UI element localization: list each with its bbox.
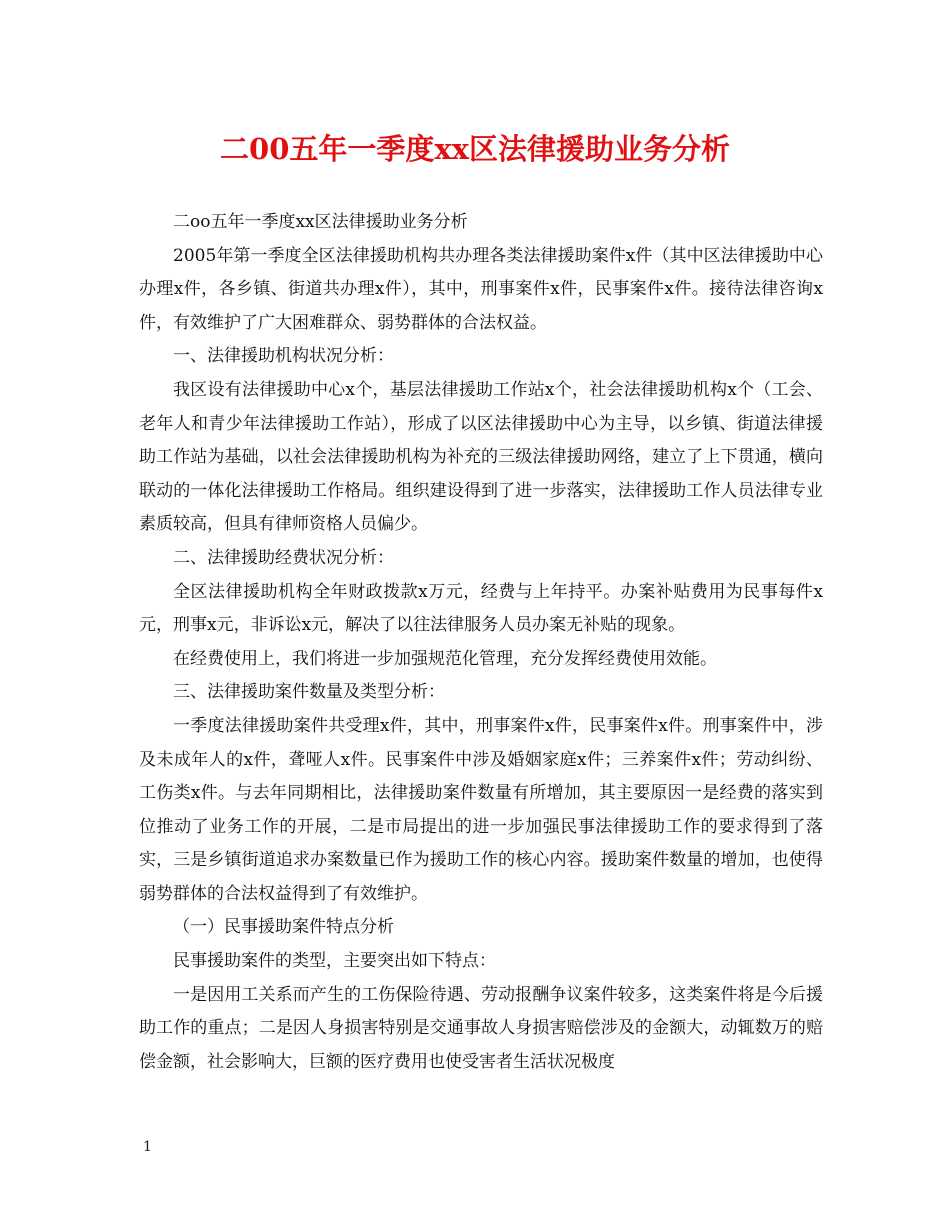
paragraph: 我区设有法律援助中心x个，基层法律援助工作站x个，社会法律援助机构x个（工会、老年人和青少年法律援助工作站），形成了以区法律援助中心为主导，以乡镇、街道法律援助工作站为基础，以社会法律援助机构为补充的三级法律援助网络，建立了上下贯通，横向联动的一体化法律援助工作格局。组织建设得到了进一步落实，法律援助工作人员法律专业素质较高，但具有律师资格人员偏少。 (139, 379, 823, 535)
paragraph: 2005年第一季度全区法律援助机构共办理各类法律援助案件x件（其中区法律援助中心办理x件，各乡镇、街道共办理x件），其中，刑事案件x件，民事案件x件。接待法律咨询x件，有效维护了广大困难群众、弱势群体的合法权益。 (139, 245, 823, 333)
paragraph: 全区法律援助机构全年财政拨款x万元，经费与上年持平。办案补贴费用为民事每件x元，刑事x元，非诉讼x元，解决了以往法律服务人员办案无补贴的现象。 (139, 581, 823, 636)
paragraph: 一季度法律援助案件共受理x件，其中，刑事案件x件，民事案件x件。刑事案件中，涉及未成年人的x件，聋哑人x件。民事案件中涉及婚姻家庭x件；三养案件x件；劳动纠纷、工伤类x件。与去年同期相比，法律援助案件数量有所增加，其主要原因一是经费的落实到位推动了业务工作的开展，二是市局提出的进一步加强民事法律援助工作的要求得到了落实，三是乡镇街道追求办案数量已作为援助工作的核心内容。援助案件数量的增加，也使得弱势群体的合法权益得到了有效维护。 (139, 715, 823, 904)
page-number: 1 (143, 1139, 152, 1155)
subsection-heading: （一）民事援助案件特点分析 (173, 917, 394, 938)
document-title: 二00五年一季度xx区法律援助业务分析 (220, 132, 730, 166)
section-heading: 三、法律援助案件数量及类型分析： (173, 682, 445, 703)
section-heading: 二、法律援助经费状况分析： (173, 547, 394, 568)
paragraph: 民事援助案件的类型，主要突出如下特点： (173, 951, 496, 972)
paragraph: 二oo五年一季度xx区法律援助业务分析 (173, 212, 468, 232)
document-body (139, 206, 823, 1079)
paragraph: 在经费使用上，我们将进一步加强规范化管理，充分发挥经费使用效能。 (173, 648, 717, 669)
paragraph: 一是因用工关系而产生的工伤保险待遇、劳动报酬争议案件较多，这类案件将是今后援助工作的重点；二是因人身损害特别是交通事故人身损害赔偿涉及的金额大，动辄数万的赔偿金额，社会影响大，巨额的医疗费用也使受害者生活状况极度 (139, 984, 823, 1072)
section-heading: 一、法律援助机构状况分析： (173, 346, 394, 367)
